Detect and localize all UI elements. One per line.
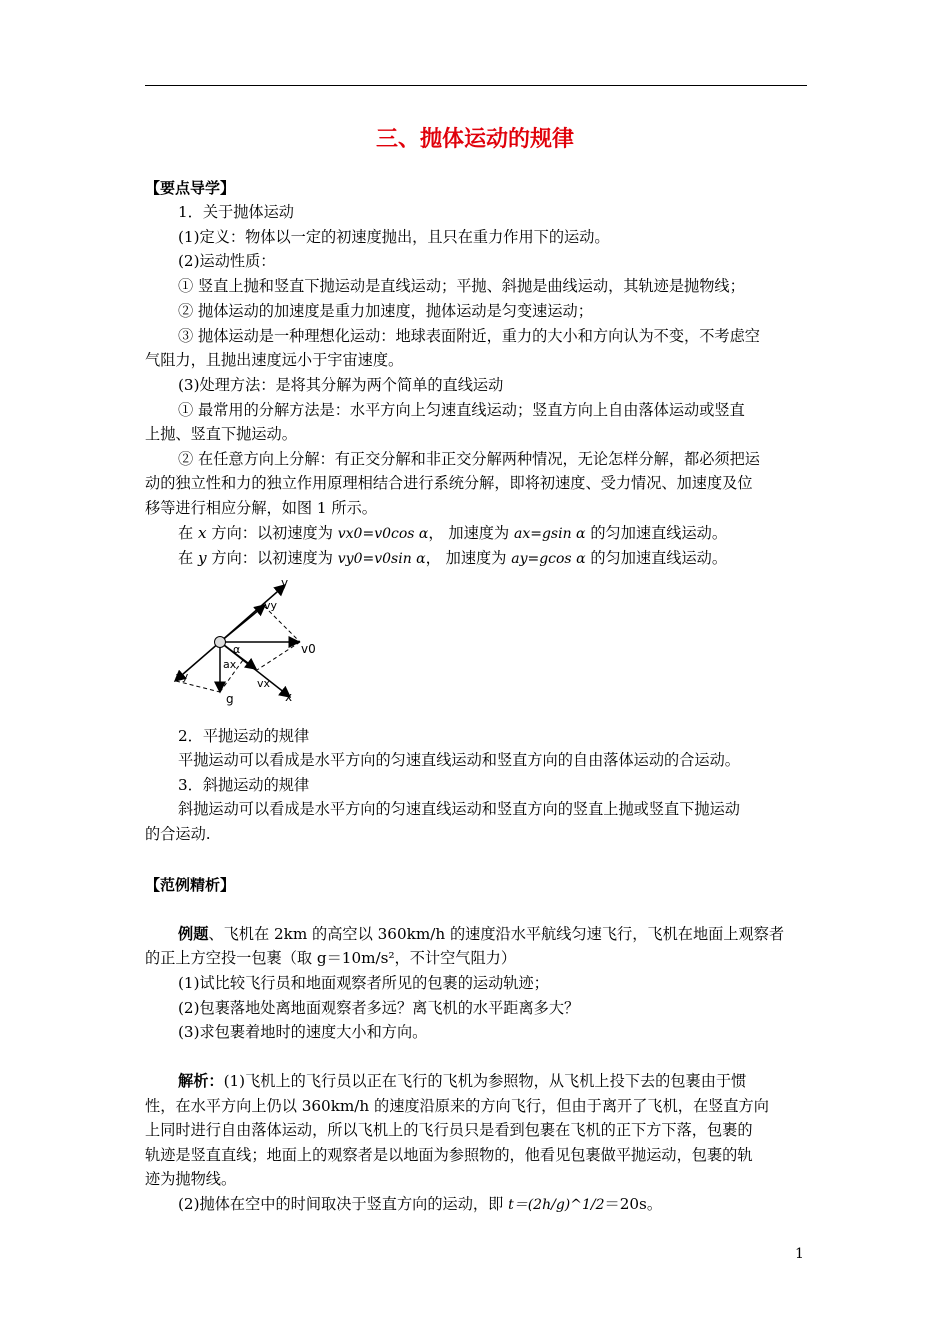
dashed-line [257,642,300,670]
formula: vx0=v0cos α [337,526,429,542]
paragraph: 3．斜抛运动的规律 [178,776,310,794]
paragraph: ③ 抛体运动是一种理想化运动：地球表面附近，重力的大小和方向认为不变，不考虑空 [178,327,760,345]
paragraph: (1)定义：物体以一定的初速度抛出，且只在重力作用下的运动。 [178,228,610,246]
y-direction-line [178,546,807,571]
vy-vector [220,605,265,642]
label-vy: vy [264,599,278,612]
paragraph: 气阻力，且抛出速度远小于宇宙速度。 [145,351,404,369]
paragraph: 的合运动. [145,825,211,843]
text: 在 [178,524,199,542]
text: 方向：以初速度为 [206,549,338,567]
formula: vy0=v0sin α [337,551,426,567]
paragraph: 斜抛运动可以看成是水平方向的匀速直线运动和竖直方向的竖直上抛或竖直下抛运动 [178,800,740,818]
label-y: y [281,576,289,590]
label-ay: ay [175,670,189,683]
paragraph: (3)处理方法：是将其分解为两个简单的直线运动 [178,376,504,394]
paragraph: (2)运动性质： [178,252,276,270]
paragraph: 上同时进行自由落体运动，所以飞机上的飞行员只是看到包裹在飞机的正下方下落，包裹的 [145,1121,753,1139]
x-direction-line [178,521,807,546]
text: 方向：以初速度为 [206,524,338,542]
paragraph: ② 抛体运动的加速度是重力加速度，抛体运动是匀变速运动； [178,302,593,320]
example-label: 例题 [178,925,209,943]
paragraph: 上抛、竖直下抛运动。 [145,425,297,443]
question: (3)求包裹着地时的速度大小和方向。 [178,1023,428,1041]
text: (1)飞机上的飞行员以正在飞行的飞机为参照物，从飞机上投下去的包裹由于惯 [223,1072,747,1090]
label-g: g [226,692,234,706]
solution-line [178,1069,807,1093]
page-title: 三、抛体运动的规律 [375,127,574,152]
text: 在 [178,549,199,567]
label-v0: v0 [301,642,316,656]
paragraph: 的正上方空投一包裹（取 g＝10m/s²，不计空气阻力） [145,949,517,967]
paragraph: 迹为抛物线。 [145,1170,237,1188]
text: (2)抛体在空中的时间取决于竖直方向的运动，即 [178,1195,509,1213]
page-number: 1 [795,1246,804,1262]
paragraph: 1．关于抛体运动 [178,203,294,221]
formula: ay=gcos α [511,551,586,567]
formula: ax=gsin α [513,526,586,542]
paragraph: 2．平抛运动的规律 [178,727,310,745]
paragraph: ① 最常用的分解方法是：水平方向上匀速直线运动；竖直方向上自由落体运动或竖直 [178,401,745,419]
section-heading-examples: 【范例精析】 [145,876,236,894]
label-x: x [285,690,293,704]
paragraph: 性，在水平方向上仍以 360km/h 的速度沿原来的方向飞行，但由于离开了飞机，在竖直方向 [145,1097,769,1115]
question: (2)包裹落地处离地面观察者多远？离飞机的水平距离多大？ [178,999,580,1017]
axis-symbol: x [198,524,207,542]
paragraph: ① 竖直上抛和竖直下抛运动是直线运动；平抛、斜抛是曲线运动，其轨迹是抛物线； [178,277,745,295]
paragraph: 移等进行相应分解，如图 1 所示。 [145,499,377,517]
text: 的匀加速直线运动。 [585,549,728,567]
paragraph: ② 在任意方向上分解：有正交分解和非正交分解两种情况，无论怎样分解，都必须把运 [178,450,760,468]
solution-label: 解析： [178,1072,224,1090]
label-alpha: α [233,643,241,656]
text: 、飞机在 2km 的高空以 360km/h 的速度沿水平航线匀速飞行，飞机在地面上观察者 [208,925,785,943]
solution-formula-line [178,1192,807,1217]
label-vx: vx [257,677,271,690]
paragraph: 轨迹是竖直直线；地面上的观察者是以地面为参照物的，他看见包裹做平抛运动，包裹的轨 [145,1146,753,1164]
text: ， 加速度为 [425,549,512,567]
label-ax: ax [223,658,237,671]
section-heading-key-points: 【要点导学】 [145,179,236,197]
projectile-ball [215,637,226,648]
question: (1)试比较飞行员和地面观察者所见的包裹的运动轨迹； [178,974,549,992]
example-line [178,922,807,946]
text: ＝20s。 [604,1195,663,1213]
vector-decomposition-figure [160,575,320,715]
text: 的匀加速直线运动。 [585,524,728,542]
text: ， 加速度为 [428,524,514,542]
header-rule [145,85,807,86]
formula: t＝(2h/g)^1/2 [508,1197,605,1213]
paragraph: 平抛运动可以看成是水平方向的匀速直线运动和竖直方向的自由落体运动的合运动。 [178,751,740,769]
paragraph: 动的独立性和力的独立作用原理相结合进行系统分解，即将初速度、受力情况、加速度及位 [145,474,753,492]
axis-symbol: y [198,549,207,567]
